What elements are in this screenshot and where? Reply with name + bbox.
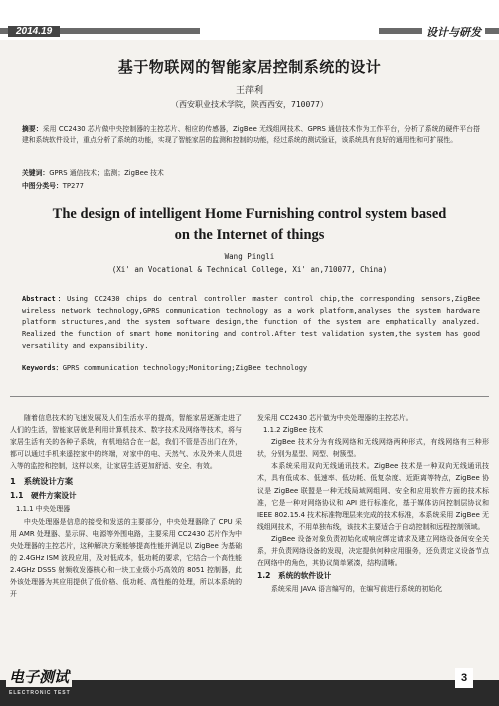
cn-abstract-label: 摘要： bbox=[22, 125, 43, 133]
cn-affiliation: （西安职业技术学院，陕西西安，710077） bbox=[171, 100, 328, 109]
en-keywords-text: GPRS communication technology;Monitoring;ZigBee technology bbox=[62, 364, 308, 372]
body-column-right bbox=[257, 412, 489, 595]
en-abstract-label: Abstract： bbox=[22, 295, 67, 303]
column-name: 设计与研发 bbox=[422, 24, 485, 40]
cn-author: 王萍利 bbox=[235, 86, 263, 96]
cn-abstract-text: 采用 CC2430 芯片做中央控制器的主控芯片、相应的传感器，ZigBee 无线组网技术、GPRS 通信技术作为工作平台，分析了系统的硬件平台搭建和系统软件设计，重点分析了系统的功能，实现了智能家居的监测和控制的功能，经过系统的测试验证，该系统具有良好的通用性和可扩展性。 bbox=[22, 125, 481, 144]
software-paragraph: 系统采用 JAVA 语言编写的，在编写前进行系统的初始化 bbox=[271, 585, 443, 594]
cn-abstract bbox=[22, 124, 480, 146]
cn-keywords-label: 关键词： bbox=[22, 169, 50, 177]
section-heading-1-1-2: 1.1.2 ZigBee 技术 bbox=[263, 426, 323, 435]
section-heading-1: 1 系统设计方案 bbox=[10, 476, 74, 487]
en-abstract-text: Using CC2430 chips do central controller master control chip,the corresponding sensors,ZigBee wireless network technology,GPRS communication technology as a work platform,analyses the system hardware platform structures,and the system software design,the function of the system are emphatically analyzed. Realized the function of smart home monitoring and control.After test validation system,the system has good versatility and expansibility. bbox=[22, 295, 481, 350]
body-column-left bbox=[10, 412, 242, 600]
en-affiliation: (Xi' an Vocational & Technical College, Xi' an,710077, China) bbox=[111, 265, 388, 274]
cn-keywords bbox=[22, 168, 480, 179]
cn-clc-text: TP277 bbox=[62, 182, 85, 190]
en-title bbox=[0, 204, 499, 246]
zigbee-paragraph-3: ZigBee 设备对象负责初始化或响应绑定请求及建立网络设备间安全关系，并负责网络设备的发现，决定提供何种应用服务，还负责定义设备节点在网络中的角色，其协议简单紧凑，结构清晰。 bbox=[257, 534, 489, 568]
cpu-paragraph: 中央处理器是信息的接受和发送的主要部分，中央处理器除了 CPU 采用 AMR 处理器、显示屏、电源等外围电路，主要采用 CC2430 芯片作为中央处理器的主控芯片，这种解决方案能够提高性能并满足以 ZigBee 为基础的 2.4GHz ISM 波段应用，及对低成本，低功耗的要求，它结合一个高性能 2.4GHz DSSS 射频收发器核心和一块工业级小巧高效的 8051 控制器，此外该处理器为其应用提供了低价格、低功耗、高性能的处理，所以本系统的开 bbox=[10, 517, 242, 599]
en-keywords bbox=[22, 363, 480, 373]
cn-clc-label: 中图分类号： bbox=[22, 182, 63, 190]
journal-logo: 电子测试 bbox=[6, 666, 72, 687]
en-title-line-2: on the Internet of things bbox=[174, 227, 325, 243]
page-number: 3 bbox=[455, 668, 473, 688]
intro-paragraph: 随着信息技术的飞速发展及人们生活水平的提高，智能家居逐渐走进了人们的生活，智能家居就是利用计算机技术、数字技术及网络等技术，将与家居生活有关的各种子系统，有机地结合在一起，我们不管是否出门在外，都可以通过手机来遥控家中的终端，对家中的电、天然气、水及外来人员进入等的监控和控制，这样以来，让家居生活更加舒适、安全、有效。 bbox=[10, 414, 242, 471]
section-heading-1-2: 1.2 系统的软件设计 bbox=[257, 571, 332, 581]
cn-keywords-text: GPRS 通信技术；监测；ZigBee 技术 bbox=[49, 169, 164, 177]
cn-clc bbox=[22, 181, 480, 192]
section-heading-1-1-1: 1.1.1 中央处理器 bbox=[16, 505, 71, 514]
footer-bar bbox=[0, 680, 499, 706]
zigbee-paragraph-1: ZigBee 技术分为有线网络和无线网络两种形式，有线网络有三种形状，分别为星型、网型、树簇型。 bbox=[257, 438, 489, 459]
en-author: Wang Pingli bbox=[224, 252, 275, 261]
cpu-paragraph-continued: 发采用 CC2430 芯片做为中央处理器的主控芯片。 bbox=[257, 414, 413, 422]
en-keywords-label: Keywords： bbox=[22, 364, 63, 372]
section-heading-1-1: 1.1 硬件方案设计 bbox=[10, 491, 77, 501]
en-title-line-1: The design of intelligent Home Furnishing control system based bbox=[52, 206, 447, 222]
cn-title: 基于物联网的智能家居控制系统的设计 bbox=[117, 58, 382, 76]
en-abstract bbox=[22, 294, 480, 353]
section-divider bbox=[10, 396, 489, 397]
zigbee-paragraph-2: 本系统采用双向无线通讯技术。ZigBee 技术是一种双向无线通讯技术，具有低成本、低速率、低功耗、低复杂度、近距离等特点，ZigBee 协议是 ZigBee 联盟是一种无线局域网组网、安全和应用软件方面的技术标准，它是一种对网络协议和 API 进行标准化，基于媒体访问控制层协议和 IEEE 802.15.4 技术标准物理层来完成的技术标准，本系统采用 ZigBee 无线组网技术，不用单独布线，该技术主要适合于自动控制和远程控制领域。 bbox=[257, 462, 489, 531]
issue-number: 2014.19 bbox=[8, 26, 60, 37]
journal-logo-subtitle: ELECTRONIC TEST bbox=[9, 690, 71, 696]
